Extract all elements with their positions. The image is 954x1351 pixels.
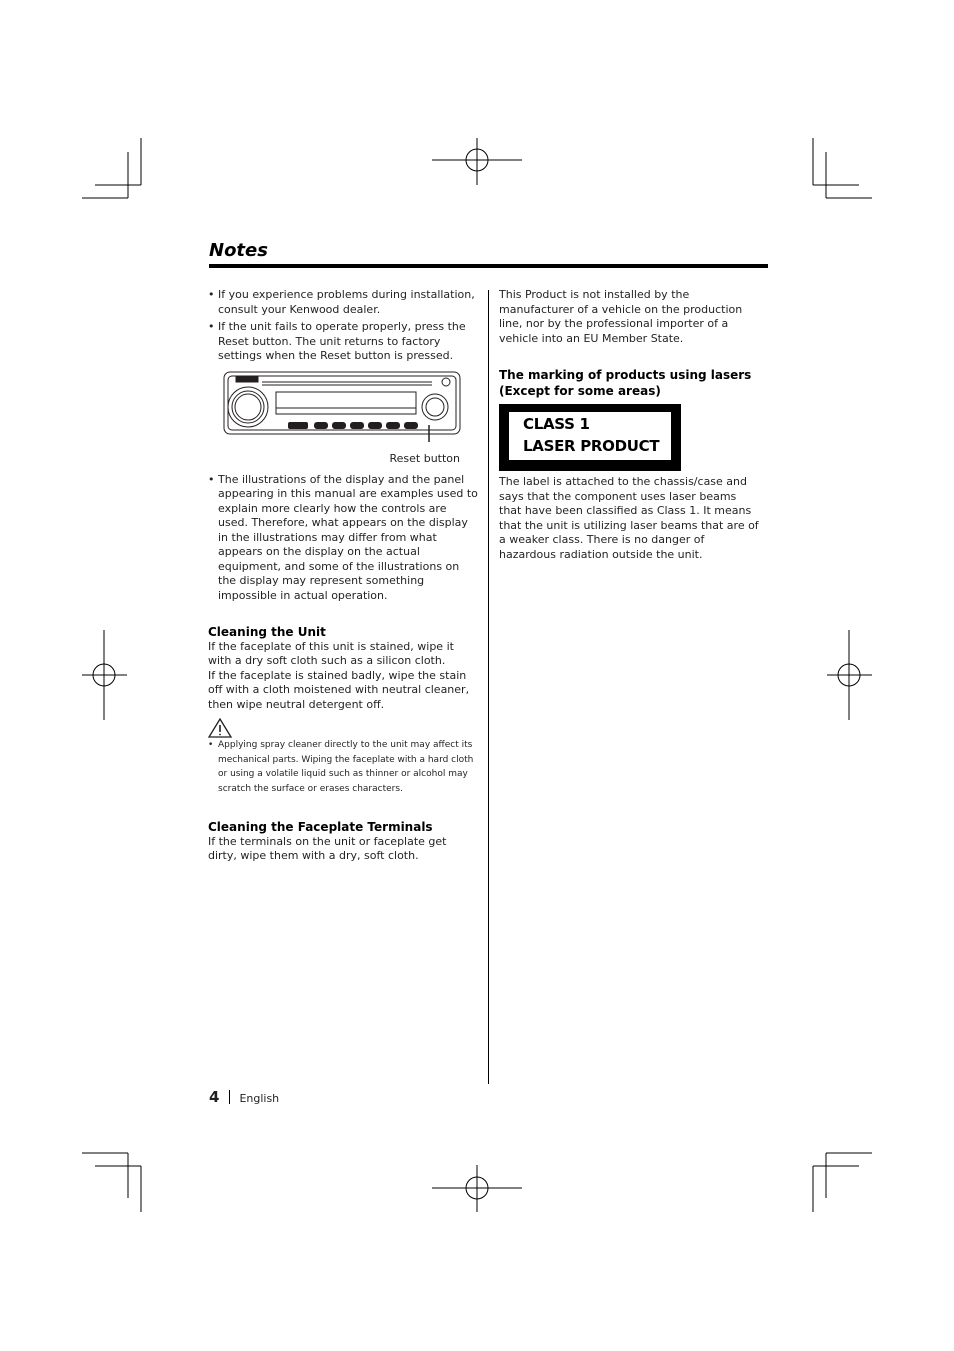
car-stereo-faceplate-image [222, 370, 464, 454]
cleaning-terminals-section [208, 820, 478, 864]
illustration-bullet-list [208, 473, 478, 604]
right-column [499, 288, 759, 562]
laser-class-label [499, 404, 681, 471]
paragraph: If the terminals on the unit or faceplate get dirty, wipe them with a dry, soft cloth. [208, 834, 447, 862]
laser-label-line: LASER PRODUCT [523, 437, 660, 455]
caution-list [208, 738, 478, 796]
cleaning-unit-section [208, 625, 478, 712]
laser-label-line: CLASS 1 [523, 415, 590, 433]
title-rule [209, 264, 768, 268]
page-footer [209, 1088, 279, 1106]
paragraph: If the faceplate is stained badly, wipe the stain off with a cloth moistened with neutral cleaner, then wipe neutral detergent off. [208, 668, 470, 711]
page-number: 4 [209, 1088, 220, 1106]
paragraph: If the faceplate of this unit is stained, wipe it with a dry soft cloth such as a silicon cloth. [208, 639, 454, 667]
column-divider [488, 290, 489, 1084]
section-heading: Cleaning the Faceplate Terminals [208, 820, 433, 834]
list-item: • The illustrations of the display and the panel appearing in this manual are examples used to explain more clearly how the controls are used. Therefore, what appears on the display in the illustrations may differ from what appears on the display on the actual equipment, and some of the illustrations on the display may represent something impossible in actual operation. [208, 473, 478, 604]
language-label: English [239, 1092, 280, 1105]
laser-label-text [509, 412, 671, 460]
section-heading: Cleaning the Unit [208, 625, 326, 639]
warning-triangle-icon [208, 718, 478, 738]
list-item: • If the unit fails to operate properly, press the Reset button. The unit returns to factory settings when the Reset button is pressed. [208, 320, 478, 364]
top-bullet-list [208, 288, 478, 364]
paragraph: This Product is not installed by the manufacturer of a vehicle on the production line, nor by the professional importer of a vehicle into an EU Member State. [499, 288, 743, 345]
list-item: • If you experience problems during installation, consult your Kenwood dealer. [208, 288, 478, 317]
footer-separator [229, 1090, 230, 1104]
section-heading: The marking of products using lasers (Except for some areas) [499, 368, 752, 398]
paragraph: The label is attached to the chassis/case and says that the component uses laser beams that have been classified as Class 1. It means that the unit is utilizing laser beams that are of a weaker class. There is no danger of hazardous radiation outside the unit. [499, 475, 759, 561]
list-item: • Applying spray cleaner directly to the unit may affect its mechanical parts. Wiping the faceplate with a hard cloth or using a volatile liquid such as thinner or alcohol may scratch the surface or erases characters. [208, 738, 478, 796]
page-title: Notes [209, 240, 268, 261]
left-column [208, 288, 478, 864]
unit-illustration [208, 370, 478, 473]
reset-button-caption: Reset button [389, 451, 460, 465]
